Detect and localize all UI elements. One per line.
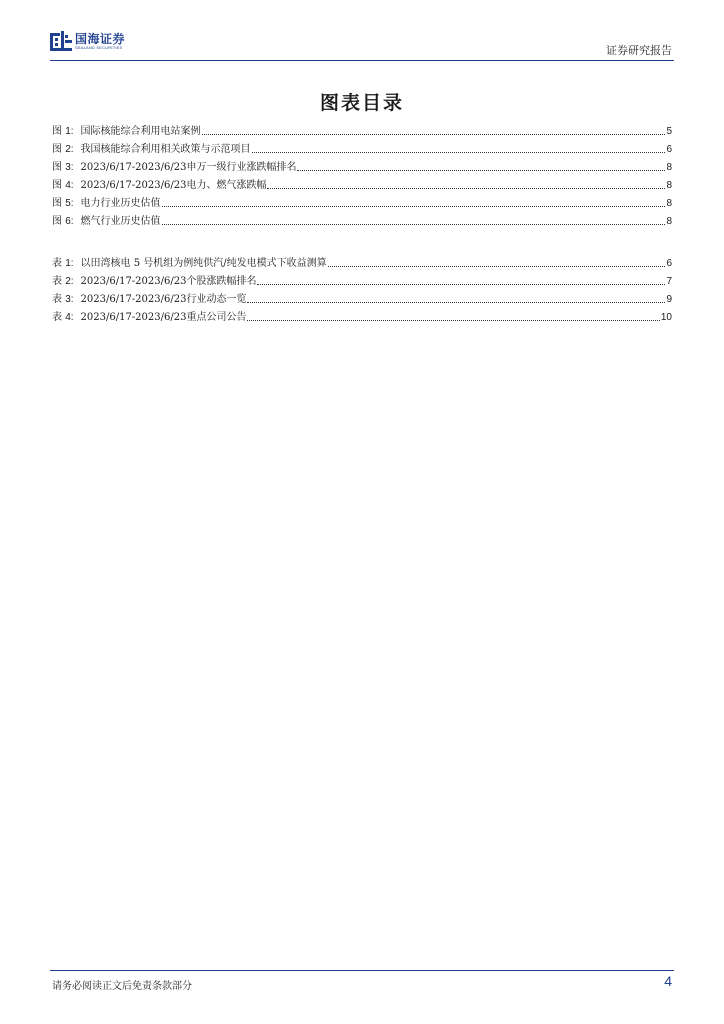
toc-entry-title: 电力行业历史估值 (80, 198, 161, 209)
figure-toc-entry[interactable] (52, 122, 672, 140)
toc-entry-prefix: 图 (52, 144, 62, 155)
table-toc-entry[interactable] (52, 254, 672, 272)
toc-entry-page: 8 (666, 180, 672, 191)
toc-entry-page: 10 (660, 312, 672, 323)
toc-entry-label: 表 4: (52, 312, 74, 323)
figure-toc-entry[interactable] (52, 176, 672, 194)
toc-leader-dots (247, 302, 665, 303)
page-number: 4 (664, 973, 672, 989)
toc-entry-prefix: 图 (52, 180, 62, 191)
toc-entry-page: 6 (666, 258, 672, 269)
toc-entry-prefix: 图 (52, 216, 62, 227)
toc-entry-prefix: 表 (52, 294, 62, 305)
toc-entry-prefix: 表 (52, 258, 62, 269)
toc-entry-number: 1 (65, 258, 71, 269)
toc-leader-dots (328, 266, 666, 267)
toc-leader-dots (247, 320, 659, 321)
toc-entry-title: 2023/6/17-2023/6/23申万一级行业涨跌幅排名 (80, 162, 297, 173)
toc-entry-title: 燃气行业历史估值 (80, 216, 161, 227)
logo-chinese-name: 国海证券 (75, 31, 126, 46)
toc-entry-page: 8 (666, 162, 672, 173)
toc-leader-dots (162, 206, 666, 207)
table-toc-entry[interactable] (52, 290, 672, 308)
toc-entry-number: 2 (65, 144, 71, 155)
toc-entry-number: 1 (65, 126, 71, 137)
toc-entry-title: 2023/6/17-2023/6/23重点公司公告 (80, 312, 247, 323)
report-type-label: 证券研究报告 (606, 44, 672, 57)
table-toc-entry[interactable] (52, 272, 672, 290)
toc-leader-dots (297, 170, 665, 171)
toc-entry-label: 图 6: (52, 216, 74, 227)
toc-leader-dots (267, 188, 665, 189)
figure-toc-entry[interactable] (52, 212, 672, 230)
toc-entry-label: 图 1: (52, 126, 74, 137)
table-list (52, 254, 672, 326)
toc-leader-dots (252, 152, 666, 153)
toc-entry-number: 3 (65, 294, 71, 305)
toc-entry-label: 图 2: (52, 144, 74, 155)
toc-entry-prefix: 表 (52, 276, 62, 287)
sealand-logo-icon (50, 31, 72, 51)
table-toc-entry[interactable] (52, 308, 672, 326)
toc-entry-page: 8 (666, 216, 672, 227)
toc-entry-label: 图 4: (52, 180, 74, 191)
sealand-logo (50, 30, 125, 52)
toc-entry-title: 2023/6/17-2023/6/23个股涨跌幅排名 (80, 276, 257, 287)
toc-entry-prefix: 图 (52, 198, 62, 209)
toc-entry-title: 2023/6/17-2023/6/23电力、燃气涨跌幅 (80, 180, 267, 191)
toc-entry-prefix: 图 (52, 162, 62, 173)
toc-entry-page: 7 (666, 276, 672, 287)
figure-toc-entry[interactable] (52, 140, 672, 158)
toc-entry-number: 2 (65, 276, 71, 287)
toc-entry-number: 5 (65, 198, 71, 209)
page-footer (50, 970, 674, 992)
toc-leader-dots (257, 284, 665, 285)
toc-entry-page: 5 (666, 126, 672, 137)
toc-entry-number: 6 (65, 216, 71, 227)
toc-entry-prefix: 图 (52, 126, 62, 137)
figure-toc-entry[interactable] (52, 194, 672, 212)
toc-entry-title: 我国核能综合利用相关政策与示范项目 (80, 144, 251, 155)
toc-entry-label: 图 5: (52, 198, 74, 209)
toc-entry-page: 6 (666, 144, 672, 155)
toc-leader-dots (202, 134, 666, 135)
toc-entry-label: 图 3: (52, 162, 74, 173)
toc-leader-dots (162, 224, 666, 225)
toc-entry-title: 国际核能综合利用电站案例 (80, 126, 201, 137)
toc-entry-page: 8 (666, 198, 672, 209)
toc-entry-title: 2023/6/17-2023/6/23行业动态一览 (80, 294, 247, 305)
page-header (50, 26, 674, 61)
logo-english-name: SEALAND SECURITIES (75, 44, 123, 50)
toc-entry-number: 4 (65, 312, 71, 323)
toc-entry-label: 表 3: (52, 294, 74, 305)
toc-entry-number: 4 (65, 180, 71, 191)
toc-entry-page: 9 (666, 294, 672, 305)
page-title: 图表目录 (319, 92, 404, 114)
figure-toc-entry[interactable] (52, 158, 672, 176)
toc-entry-label: 表 2: (52, 276, 74, 287)
toc-entry-label: 表 1: (52, 258, 74, 269)
figure-list (52, 122, 672, 230)
disclaimer-note: 请务必阅读正文后免责条款部分 (52, 981, 192, 992)
toc-entry-number: 3 (65, 162, 71, 173)
toc-entry-title: 以田湾核电 5 号机组为例纯供汽/纯发电模式下收益测算 (80, 258, 327, 269)
toc-entry-prefix: 表 (52, 312, 62, 323)
